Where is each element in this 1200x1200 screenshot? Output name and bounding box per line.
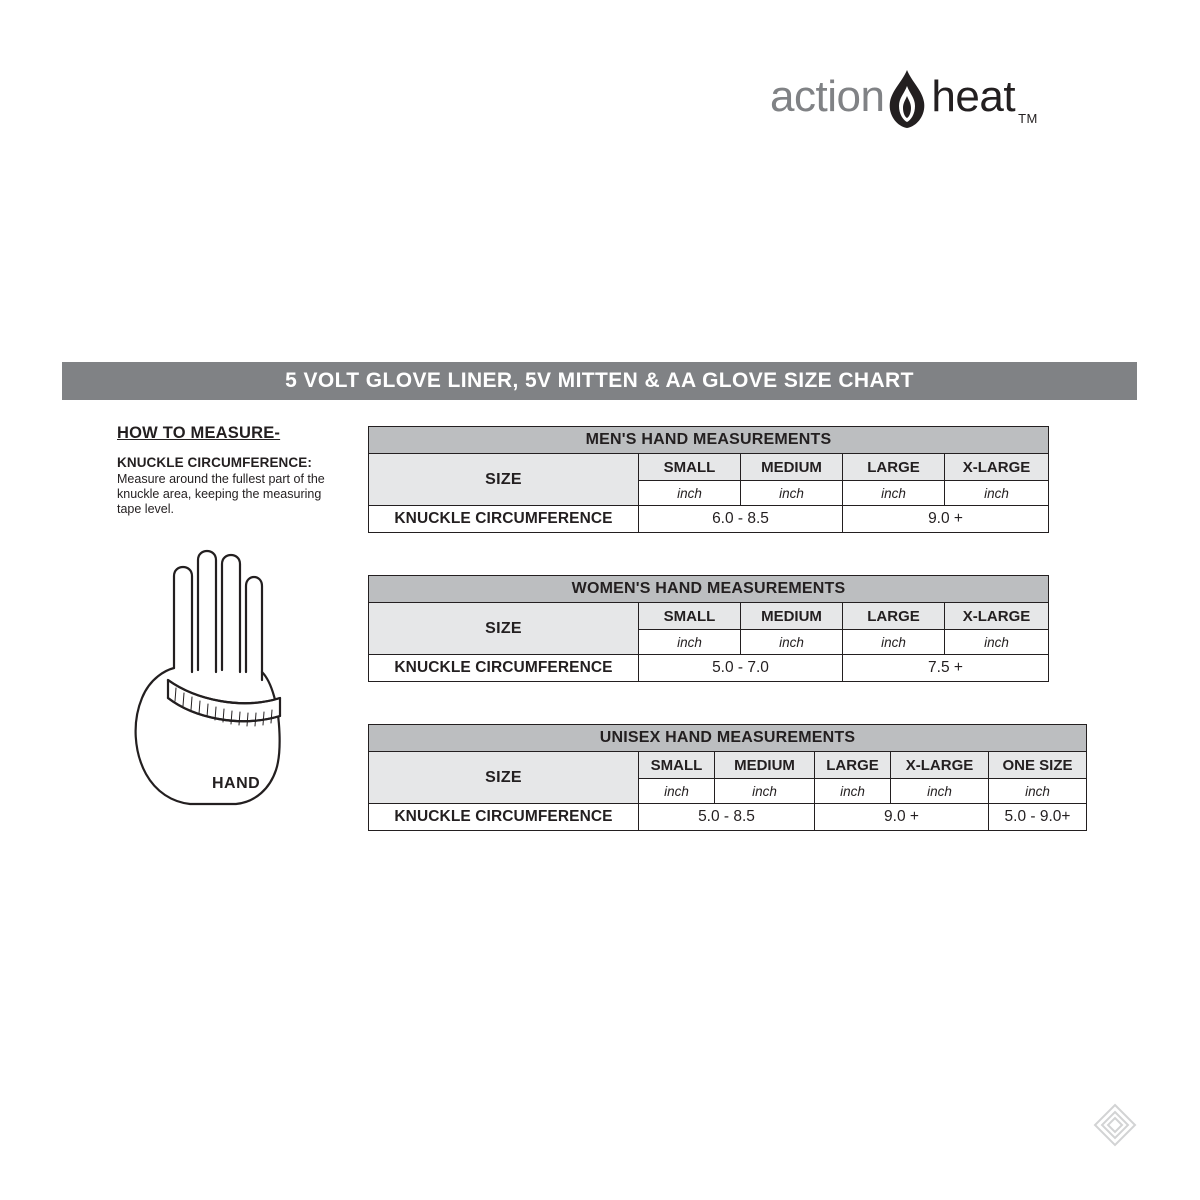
unit-cell: inch: [715, 779, 815, 804]
how-to-measure-body: Measure around the fullest part of the knuckle area, keeping the measuring tape level.: [117, 472, 325, 516]
table-title: UNISEX HAND MEASUREMENTS: [369, 725, 1087, 752]
column-header-onesize: ONE SIZE: [989, 752, 1087, 779]
unit-cell: inch: [989, 779, 1087, 804]
table-row: [369, 603, 1049, 630]
unit-cell: inch: [741, 630, 843, 655]
hand-diagram-icon: [110, 520, 360, 810]
unit-cell: inch: [843, 481, 945, 506]
column-header-xlarge: X-LARGE: [891, 752, 989, 779]
row-label-knuckle: KNUCKLE CIRCUMFERENCE: [369, 506, 639, 533]
chart-title-bar: [62, 362, 1137, 400]
table-mens: [368, 426, 1049, 533]
column-header-large: LARGE: [843, 454, 945, 481]
table-title: WOMEN'S HAND MEASUREMENTS: [369, 576, 1049, 603]
size-header: SIZE: [369, 603, 639, 655]
page-title: 5 VOLT GLOVE LINER, 5V MITTEN & AA GLOVE SIZE CHART: [285, 369, 914, 392]
value-cell: 9.0 +: [815, 804, 989, 831]
column-header-medium: MEDIUM: [741, 603, 843, 630]
table-womens: [368, 575, 1049, 682]
unit-cell: inch: [945, 630, 1049, 655]
table-row: [369, 506, 1049, 533]
row-label-knuckle: KNUCKLE CIRCUMFERENCE: [369, 804, 639, 831]
logo-trademark: TM: [1018, 111, 1038, 126]
unit-cell: inch: [843, 630, 945, 655]
unit-cell: inch: [945, 481, 1049, 506]
how-to-measure-block: [117, 424, 347, 516]
flame-icon: [884, 70, 930, 128]
value-cell: 5.0 - 7.0: [639, 655, 843, 682]
unit-cell: inch: [891, 779, 989, 804]
column-header-xlarge: X-LARGE: [945, 603, 1049, 630]
diamond-watermark-icon: [1092, 1102, 1138, 1148]
logo-word-action: action: [770, 72, 885, 121]
column-header-large: LARGE: [815, 752, 891, 779]
value-cell: 6.0 - 8.5: [639, 506, 843, 533]
table-row: [369, 725, 1087, 752]
unit-cell: inch: [639, 779, 715, 804]
size-header: SIZE: [369, 454, 639, 506]
column-header-small: SMALL: [639, 752, 715, 779]
how-to-measure-heading: HOW TO MEASURE-: [117, 424, 281, 442]
column-header-medium: MEDIUM: [715, 752, 815, 779]
row-label-knuckle: KNUCKLE CIRCUMFERENCE: [369, 655, 639, 682]
column-header-small: SMALL: [639, 603, 741, 630]
table-row: [369, 655, 1049, 682]
table-row: [369, 752, 1087, 779]
unit-cell: inch: [639, 630, 741, 655]
value-cell: 5.0 - 8.5: [639, 804, 815, 831]
value-cell: 7.5 +: [843, 655, 1049, 682]
table-unisex: [368, 724, 1087, 831]
knuckle-circumference-subheading: KNUCKLE CIRCUMFERENCE:: [117, 455, 312, 470]
table-title: MEN'S HAND MEASUREMENTS: [369, 427, 1049, 454]
value-cell: 9.0 +: [843, 506, 1049, 533]
table-row: [369, 576, 1049, 603]
unit-cell: inch: [639, 481, 741, 506]
table-row: [369, 454, 1049, 481]
size-header: SIZE: [369, 752, 639, 804]
brand-logo: [770, 62, 1130, 132]
column-header-medium: MEDIUM: [741, 454, 843, 481]
logo-word-heat: heat: [931, 72, 1016, 121]
column-header-xlarge: X-LARGE: [945, 454, 1049, 481]
table-row: [369, 804, 1087, 831]
column-header-large: LARGE: [843, 603, 945, 630]
hand-figure-label: HAND: [212, 775, 261, 792]
column-header-small: SMALL: [639, 454, 741, 481]
value-cell: 5.0 - 9.0+: [989, 804, 1087, 831]
table-row: [369, 427, 1049, 454]
unit-cell: inch: [815, 779, 891, 804]
unit-cell: inch: [741, 481, 843, 506]
